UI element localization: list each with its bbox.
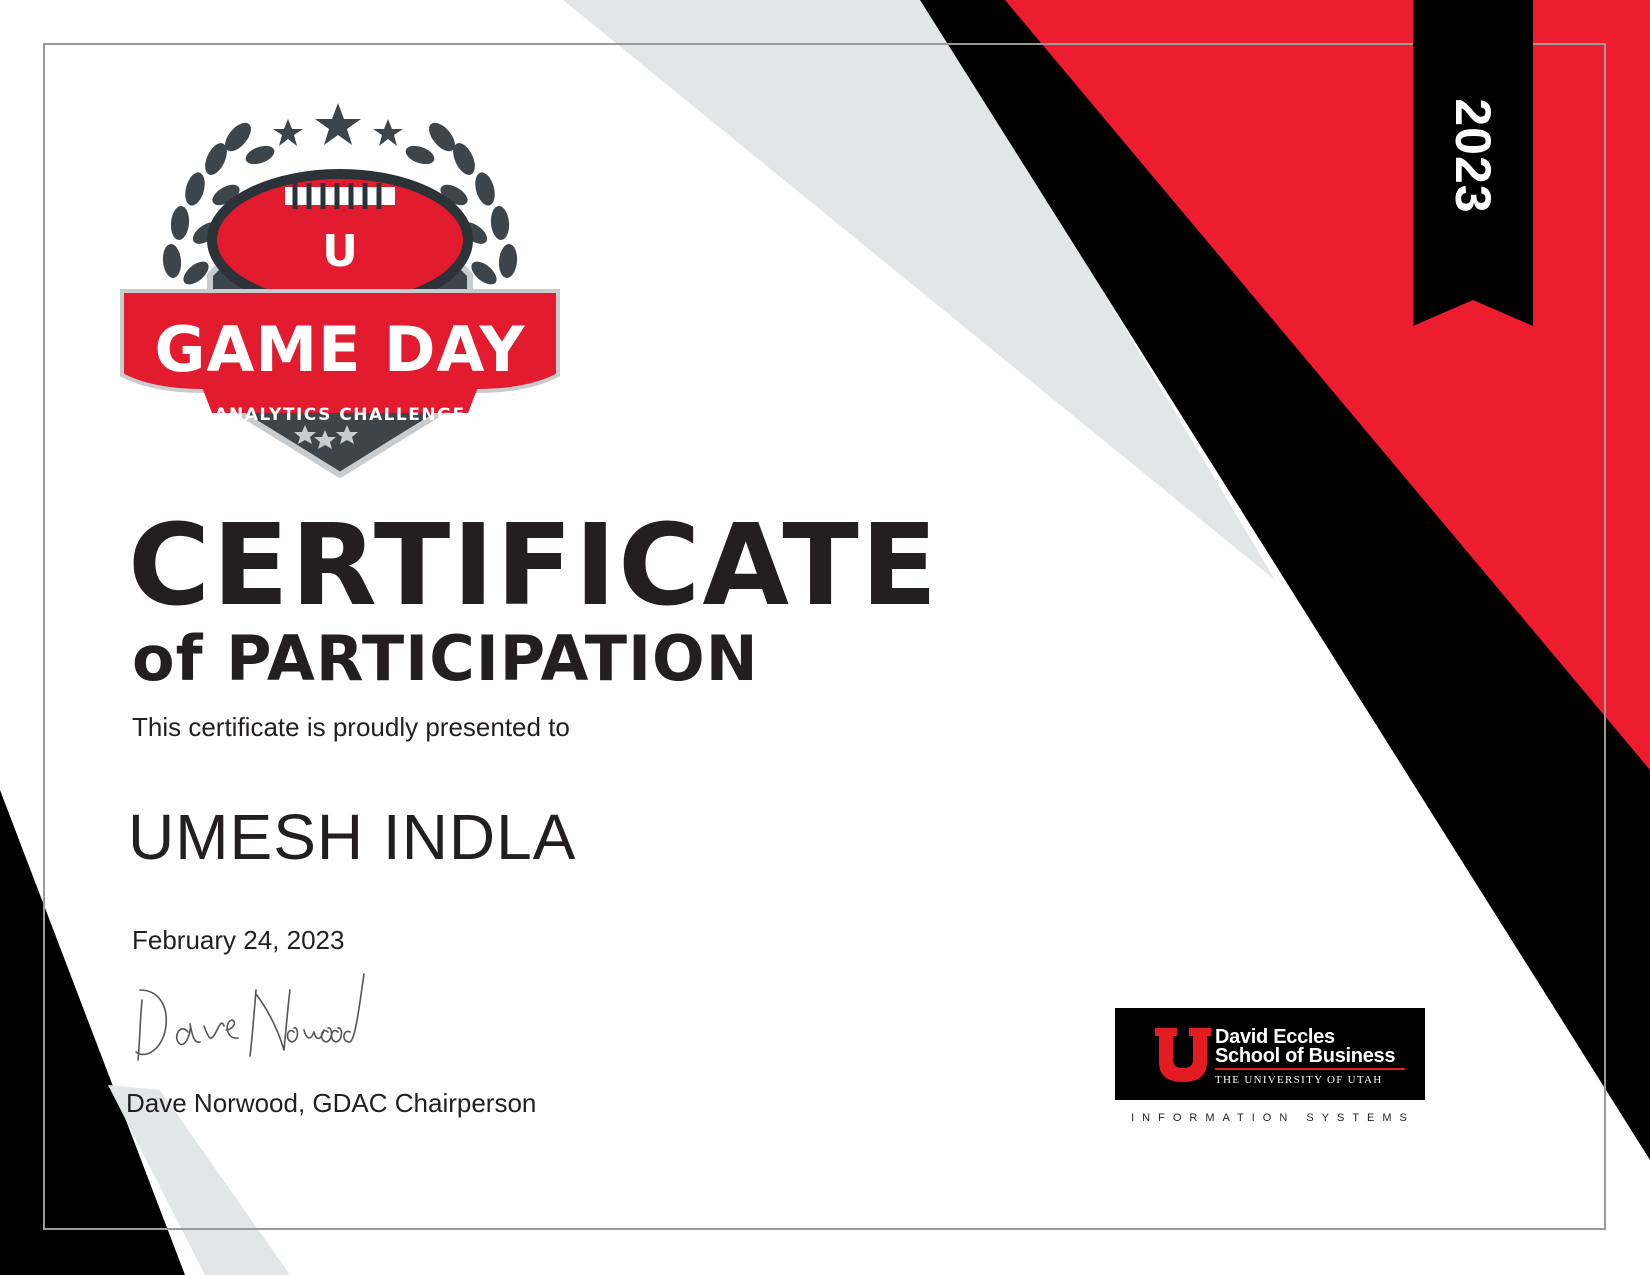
logo-graphic [120,95,560,495]
logo-subtitle: ANALYTICS CHALLENGE [214,405,466,425]
star-icon [315,103,361,145]
signer-name: Dave Norwood, GDAC Chairperson [126,1088,537,1118]
presented-text: This certificate is proudly presented to [132,712,570,742]
school-name-line1: David Eccles [1215,1026,1335,1048]
star-icon [273,119,303,146]
u-block-icon [1155,1028,1211,1084]
school-divider [1215,1068,1405,1070]
university-name: THE UNIVERSITY OF UTAH [1215,1074,1383,1086]
ribbon-year: 2023 [1445,98,1501,214]
certificate-title: CERTIFICATE [128,501,940,631]
logo-u-letter: U [322,226,358,277]
star-icon [373,119,403,146]
certificate-subtitle: of PARTICIPATION [132,622,759,695]
recipient-name: UMESH INDLA [128,801,577,873]
signature [128,960,398,1070]
school-name-line2: School of Business [1215,1045,1396,1067]
school-logo [1115,1008,1425,1100]
certificate-date: February 24, 2023 [132,925,345,955]
department-name: INFORMATION SYSTEMS [1131,1112,1415,1124]
game-day-logo [120,95,560,495]
logo-title: GAME DAY [154,313,526,386]
